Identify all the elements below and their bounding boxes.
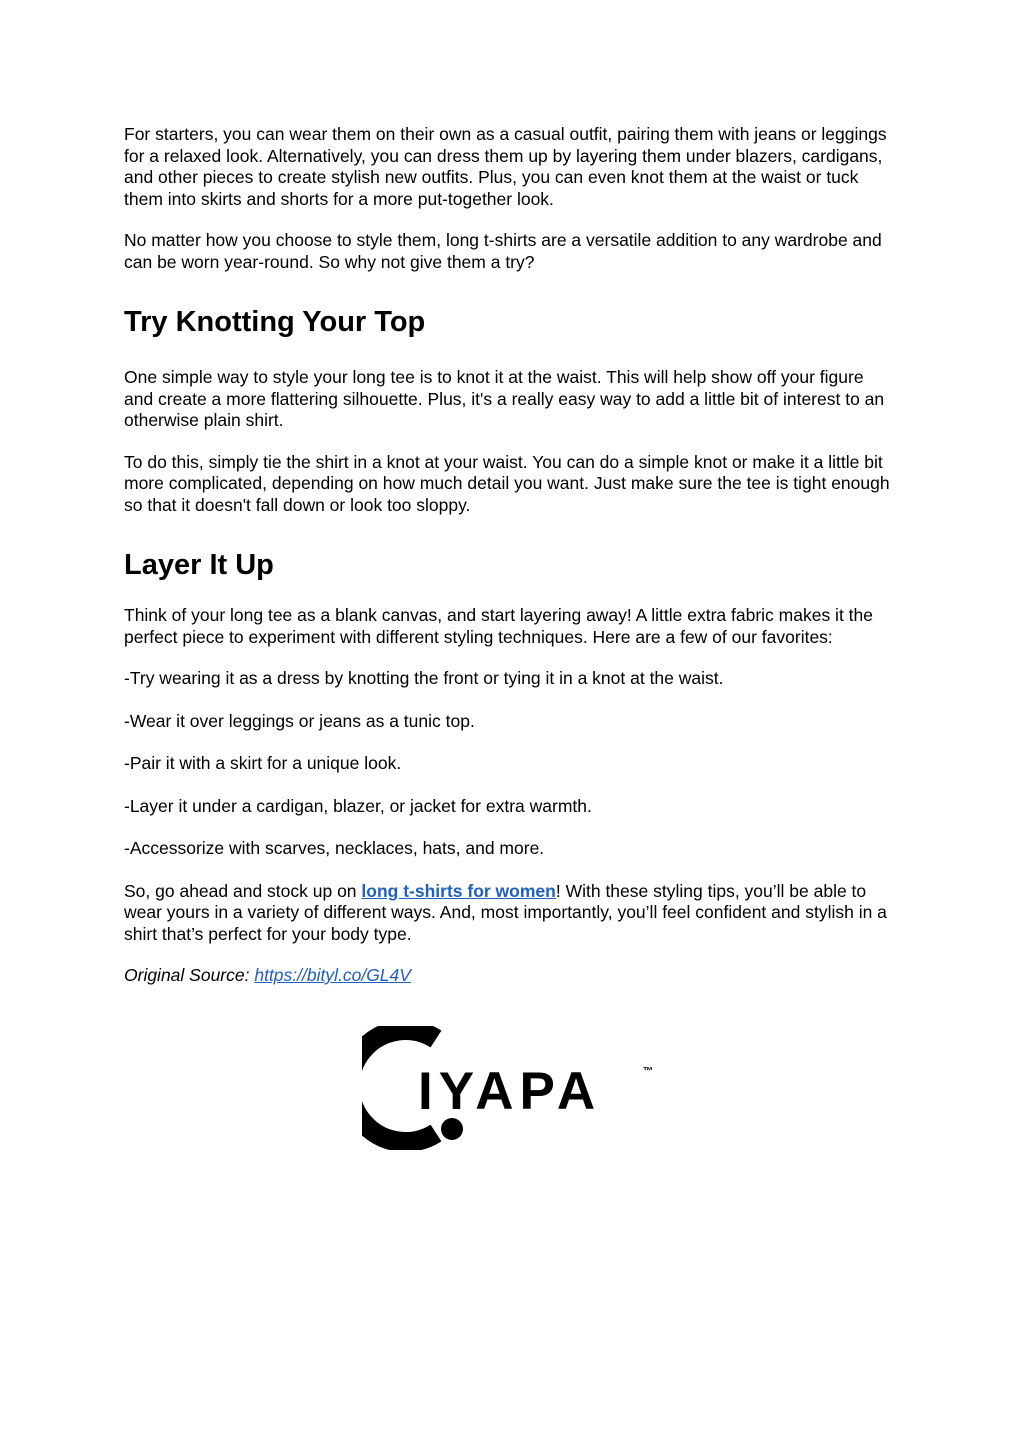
knot-paragraph-1: One simple way to style your long tee is to knot it at the waist. This will help show off your figure and create a more flattering silhouette. Plus, it's a really easy way to add a little bit of interest to an otherwise plain shirt.: [124, 367, 885, 430]
tip-item: -Try wearing it as a dress by knotting the front or tying it in a knot at the waist.: [124, 668, 724, 688]
source-label: Original Source:: [124, 965, 255, 985]
tip-item: -Pair it with a skirt for a unique look.: [124, 753, 402, 773]
tip-item: -Wear it over leggings or jeans as a tunic top.: [124, 710, 475, 731]
closing-paragraph: [124, 881, 894, 946]
closing-text-before: So, go ahead and stock up on: [124, 880, 362, 901]
closing-text-after: ! With these styling tips, you’ll be able to wear yours in a variety of different ways. And, most importantly, you’ll feel confident and stylish in a shirt that’s perfect for your body type.: [124, 880, 887, 944]
source-line: [124, 965, 894, 987]
logo-dot-icon: [441, 1118, 463, 1140]
document-body: [124, 124, 894, 1007]
intro-paragraph-1: For starters, you can wear them on their own as a casual outfit, pairing them with jeans or leggings for a relaxed look. Alternatively, you can dress them up by layering them under blazers, cardigans, and other pieces to create stylish new outfits. Plus, you can even knot them at the waist or tuck them into skirts and shorts for a more put-together look.: [124, 124, 887, 209]
long-tshirts-link[interactable]: long t-shirts for women: [361, 880, 556, 901]
logo-trademark: ™: [643, 1066, 653, 1077]
heading-try-knotting: Try Knotting Your Top: [124, 306, 426, 338]
intro-paragraph-2: No matter how you choose to style them, long t-shirts are a versatile addition to any wardrobe and can be worn year-round. So why not give them a try?: [124, 230, 882, 272]
heading-layer-it-up: Layer It Up: [124, 549, 274, 581]
knot-paragraph-2: To do this, simply tie the shirt in a knot at your waist. You can do a simple knot or make it a little bit more complicated, depending on how much detail you want. Just make sure the tee is tight enough so that it doesn't fall down or look too sloppy.: [124, 451, 890, 515]
tip-item: -Layer it under a cardigan, blazer, or jacket for extra warmth.: [124, 795, 592, 816]
layer-intro-paragraph: Think of your long tee as a blank canvas, and start layering away! A little extra fabric makes it the perfect piece to experiment with different styling techniques. Here are a few of our favorites:: [124, 605, 873, 647]
source-link[interactable]: https://bityl.co/GL4V: [254, 965, 411, 985]
logo-wordmark: IYAPA: [418, 1062, 602, 1121]
tip-item: -Accessorize with scarves, necklaces, hats, and more.: [124, 838, 545, 858]
